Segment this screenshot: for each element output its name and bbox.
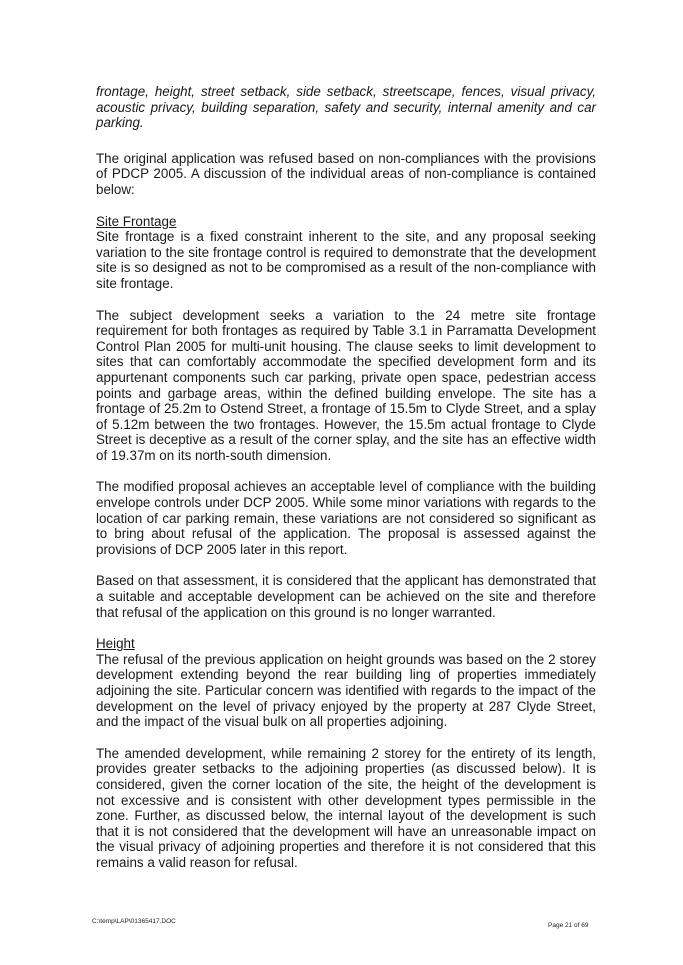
paragraph-amended-development: The amended development, while remaining 2 storey for the entirety of its length, provides greater setbacks to the adjoining properties (as discussed below). It is considered, given the corner location of the site, the height of the development is not excessive and is consistent with other development types permissible in the zone. Further, as discussed below, the internal layout of the development is such that it is not considered that the development will have an unreasonable impact on the visual privacy of adjoining properties and therefore it is not considered that this remains a valid reason for refusal. [96, 745, 596, 870]
footer-page-number: Page 21 of 69 [548, 922, 589, 929]
heading-site-frontage: Site Frontage [96, 213, 177, 229]
heading-height: Height [96, 636, 135, 652]
document-body [96, 84, 596, 887]
section-site-frontage [96, 214, 596, 292]
paragraph-assessment-conclusion: Based on that assessment, it is considered that the applicant has demonstrated that a suitable and acceptable development can be achieved on the site and therefore that refusal of the application on this ground is no longer warranted. [96, 573, 596, 620]
section-height [96, 636, 596, 730]
paragraph-original-application: The original application was refused based on non-compliances with the provisions of PDCP 2005. A discussion of the individual areas of non-compliance is contained below: [96, 150, 596, 197]
intro-paragraph: frontage, height, street setback, side setback, streetscape, fences, visual privacy, acoustic privacy, building separation, safety and security, internal amenity and car parking. [96, 84, 596, 131]
paragraph-site-frontage-constraint: Site frontage is a fixed constraint inherent to the site, and any proposal seeking variation to the site frontage control is required to demonstrate that the development site is so designed as not to be compromised as a result of the non-compliance with site frontage. [96, 229, 596, 291]
paragraph-frontage-variation: The subject development seeks a variation to the 24 metre site frontage requirement for both frontages as required by Table 3.1 in Parramatta Development Control Plan 2005 for multi-unit housing. The clause seeks to limit development to sites that can comfortably accommodate the specified development form and its appurtenant components such car parking, private open space, pedestrian access points and garbage areas, within the defined building envelope. The site has a frontage of 25.2m to Ostend Street, a frontage of 15.5m to Clyde Street, and a splay of 5.12m between the two frontages. However, the 15.5m actual frontage to Clyde Street is deceptive as a result of the corner splay, and the site has an effective width of 19.37m on its north-south dimension. [96, 307, 596, 463]
footer-file-path: C:\temp\LAP\01365417.DOC [92, 918, 176, 925]
paragraph-height-refusal: The refusal of the previous application on height grounds was based on the 2 storey development extending beyond the rear building ling of properties immediately adjoining the site. Particular concern was identified with regards to the impact of the development on the level of privacy enjoyed by the property at 287 Clyde Street, and the impact of the visual bulk on all properties adjoining. [96, 651, 596, 730]
paragraph-modified-proposal: The modified proposal achieves an acceptable level of compliance with the building envelope controls under DCP 2005. While some minor variations with regards to the location of car parking remain, these variations are not considered so significant as to bring about refusal of the application. The proposal is assessed against the provisions of DCP 2005 later in this report. [96, 479, 596, 557]
